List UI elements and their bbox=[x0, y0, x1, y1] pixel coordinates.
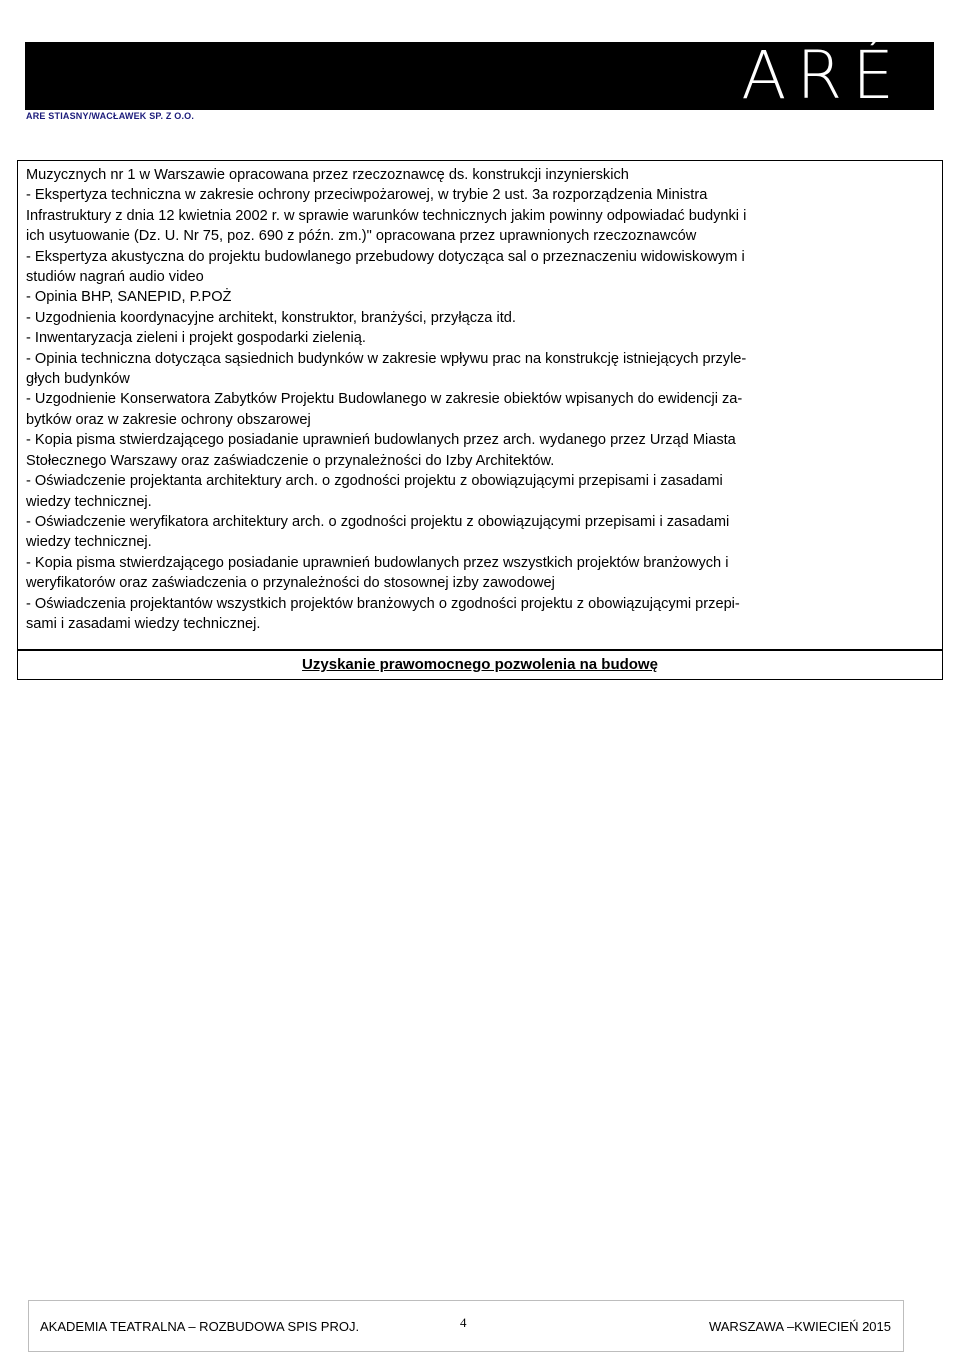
content-line: bytków oraz w zakresie ochrony obszarowej bbox=[26, 411, 311, 428]
content-line: Stołecznego Warszawy oraz zaświadczenie o przynależności do Izby Architektów. bbox=[26, 452, 555, 469]
footer-date: WARSZAWA –KWIECIEŃ 2015 bbox=[708, 1319, 891, 1334]
content-line: ich usytuowanie (Dz. U. Nr 75, poz. 690 z późn. zm.)" opracowana przez uprawnionych rzeczoznawców bbox=[26, 228, 697, 245]
content-line: Muzycznych nr 1 w Warszawie opracowana przez rzeczoznawcę ds. konstrukcji inzynierskich bbox=[26, 167, 629, 183]
content-line: - Oświadczenia projektantów wszystkich projektów branżowych o zgodności projektu z obowiązującymi przepi- bbox=[26, 595, 740, 612]
content-line: wiedzy technicznej. bbox=[26, 534, 152, 551]
content-line: - Inwentaryzacja zieleni i projekt gospodarki zielenią. bbox=[26, 330, 366, 347]
content-line: - Uzgodnienia koordynacyjne architekt, konstruktor, branżyści, przyłącza itd. bbox=[26, 309, 516, 326]
content-line: sami i zasadami wiedzy technicznej. bbox=[26, 615, 261, 632]
content-line: - Ekspertyza techniczna w zakresie ochrony przeciwpożarowej, w trybie 2 ust. 3a rozporządzenia Ministra bbox=[26, 187, 708, 204]
section-title-box bbox=[17, 650, 943, 680]
content-line: - Opinia BHP, SANEPID, P.POŻ bbox=[26, 289, 232, 306]
content-line: - Uzgodnienie Konserwatora Zabytków Projektu Budowlanego w zakresie obiektów wpisanych do ewidencji za- bbox=[26, 391, 743, 408]
content-line: wiedzy technicznej. bbox=[26, 493, 152, 510]
content-line: - Kopia pisma stwierdzającego posiadanie uprawnień budowlanych przez arch. wydanego przez Urząd Miasta bbox=[26, 432, 736, 449]
content-line: - Opinia techniczna dotycząca sąsiednich budynków w zakresie wpływu prac na konstrukcję istniejących przyle- bbox=[26, 350, 747, 367]
company-name: ARE STIASNY/WACŁAWEK SP. Z O.O. bbox=[26, 111, 195, 121]
content-line: Infrastruktury z dnia 12 kwietnia 2002 r. w sprawie warunków technicznych jakim powinny odpowiadać budynki i bbox=[26, 207, 747, 224]
header-bar bbox=[25, 37, 934, 114]
content-line: - Ekspertyza akustyczna do projektu budowlanego przebudowy dotycząca sal o przeznaczeniu widowiskowym i bbox=[26, 248, 745, 265]
content-line: - Kopia pisma stwierdzającego posiadanie uprawnień budowlanych przez wszystkich projektów branżowych i bbox=[26, 554, 729, 571]
section-title: Uzyskanie prawomocnego pozwolenia na budowę bbox=[302, 656, 658, 673]
content-line: - Oświadczenie projektanta architektury arch. o zgodności projektu z obowiązującymi przepisami i zasadami bbox=[26, 473, 723, 490]
footer-project-name: AKADEMIA TEATRALNA – ROZBUDOWA SPIS PROJ. bbox=[40, 1319, 360, 1334]
content-line: studiów nagrań audio video bbox=[26, 269, 204, 286]
page-footer bbox=[28, 1300, 904, 1352]
page-number: 4 bbox=[460, 1315, 467, 1330]
content-line: weryfikatorów oraz zaświadczenia o przynależności do stosownej izby zawodowej bbox=[26, 575, 555, 592]
content-box bbox=[17, 160, 943, 650]
company-logo: ARÉ bbox=[741, 37, 904, 114]
content-line: - Oświadczenie weryfikatora architektury arch. o zgodności projektu z obowiązującymi przepisami i zasadami bbox=[26, 513, 730, 530]
content-line: głych budynków bbox=[26, 371, 130, 388]
